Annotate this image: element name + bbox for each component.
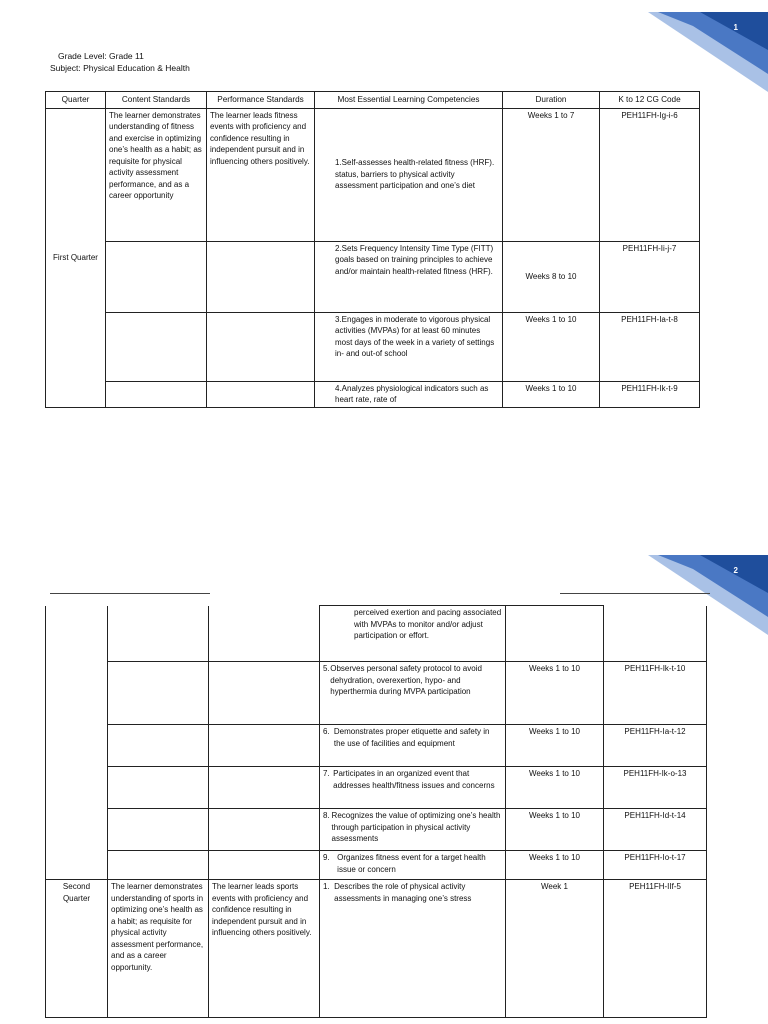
code-cell: PEH11FH-Ik-t-10 [604,662,707,725]
duration-cell: Weeks 1 to 10 [506,725,604,767]
code-cell: PEH11FH-Ik-t-9 [600,381,700,407]
code-cell: PEH11FH-Id-t-14 [604,809,707,851]
table-row [46,312,700,381]
competency-cell [320,662,506,725]
content-standard-cell: The learner demonstrates understanding of sports in optimizing one’s health as a habit; as requisite for physical activity assessment performance, and as a career opportunity. [108,880,209,1018]
competency-text: Participates in an organized event that addresses health/fitness issues and concerns [333,769,495,790]
quarter-cell: Second Quarter [46,880,108,1018]
performance-standard-cell: The learner leads sports events with proficiency and confidence resulting in independent pursuit and in influencing others positively. [209,880,320,1018]
grade-level: Grade Level: Grade 11 [58,51,144,61]
duration-cell: Weeks 1 to 10 [506,809,604,851]
competency-number: 1. [323,882,330,891]
competency-cell: 3.Engages in moderate to vigorous physical activities (MVPAs) for at least 60 minutes most days of the week in a variety of settings in- and out-of school [315,312,503,381]
page-corner-decoration [648,12,768,92]
column-header: Most Essential Learning Competencies [315,92,503,109]
column-header: K to 12 CG Code [600,92,700,109]
table-row [46,662,707,725]
table-header-row [46,92,700,109]
duration-cell: Weeks 1 to 10 [506,851,604,880]
competency-cell: 4.Analyzes physiological indicators such as heart rate, rate of [315,381,503,407]
curriculum-table-continued [45,605,707,1018]
content-standard-cell: The learner demonstrates understanding of fitness and exercise in optimizing one’s health as a habit; as requisite for physical activity assessment performance, and as a career opportunity [106,108,207,241]
table-row [46,851,707,880]
competency-cell: perceived exertion and pacing associated with MVPAs to monitor and/or adjust participation or effort. [320,606,506,662]
competency-number: 9. [323,853,330,862]
competency-number: 6. [323,727,330,736]
curriculum-table [45,91,700,408]
quarter-cell: First Quarter [46,108,106,407]
table-row [46,725,707,767]
duration-cell: Weeks 1 to 10 [503,312,600,381]
page-number: 2 [733,566,738,575]
competency-text: Describes the role of physical activity assessments in managing one’s stress [334,882,472,903]
competency-text: Observes personal safety protocol to avoid dehydration, overexertion, hypo- and hyperthermia during MVPA participation [330,664,482,696]
document-page-1 [0,0,768,430]
document-page-2 [0,545,768,1024]
quarter-cell-empty [46,606,108,880]
competency-cell: 2.Sets Frequency Intensity Time Type (FITT) goals based on training principles to achieve and/or maintain health-related fitness (HRF). [315,241,503,312]
competency-cell: 1.Self-assesses health-related fitness (HRF). status, barriers to physical activity assessment participation and one’s diet [315,108,503,241]
competency-text: Recognizes the value of optimizing one’s health through participation in physical activity assessments [331,811,501,843]
code-cell: PEH11FH-Io-t-17 [604,851,707,880]
page-number: 1 [733,23,738,32]
table-row [46,241,700,312]
competency-cell [320,851,506,880]
performance-standard-cell: The learner leads fitness events with proficiency and confidence resulting in independent pursuit and in influencing others positively. [207,108,315,241]
competency-cell [320,809,506,851]
divider [50,593,210,594]
column-header: Content Standards [106,92,207,109]
competency-cell [320,880,506,1018]
code-cell: PEH11FH-Ig-i-6 [600,108,700,241]
code-cell: PEH11FH-Ia-t-12 [604,725,707,767]
divider [560,593,710,594]
code-cell: PEH11FH-IIf-5 [604,880,707,1018]
competency-text: Organizes fitness event for a target health issue or concern [337,853,486,874]
duration-cell: Weeks 1 to 10 [506,662,604,725]
table-row [46,108,700,241]
code-cell: PEH11FH-Ia-t-8 [600,312,700,381]
competency-text: Demonstrates proper etiquette and safety in the use of facilities and equipment [333,727,490,748]
table-row [46,809,707,851]
competency-cell [320,725,506,767]
table-row [46,606,707,662]
competency-number: 7. [323,769,330,778]
code-cell: PEH11FH-Ii-j-7 [600,241,700,312]
duration-cell: Weeks 8 to 10 [503,241,600,312]
duration-cell: Week 1 [506,880,604,1018]
table-row [46,381,700,407]
competency-number: 5. [323,664,330,673]
column-header: Duration [503,92,600,109]
document-header [50,50,190,74]
subject: Subject: Physical Education & Health [50,63,190,73]
duration-cell: Weeks 1 to 10 [503,381,600,407]
duration-cell: Weeks 1 to 7 [503,108,600,241]
table-row [46,767,707,809]
column-header: Quarter [46,92,106,109]
competency-cell [320,767,506,809]
competency-number: 8. [323,811,330,820]
column-header: Performance Standards [207,92,315,109]
code-cell: PEH11FH-Ik-o-13 [604,767,707,809]
duration-cell: Weeks 1 to 10 [506,767,604,809]
table-row-second-quarter [46,880,707,1018]
